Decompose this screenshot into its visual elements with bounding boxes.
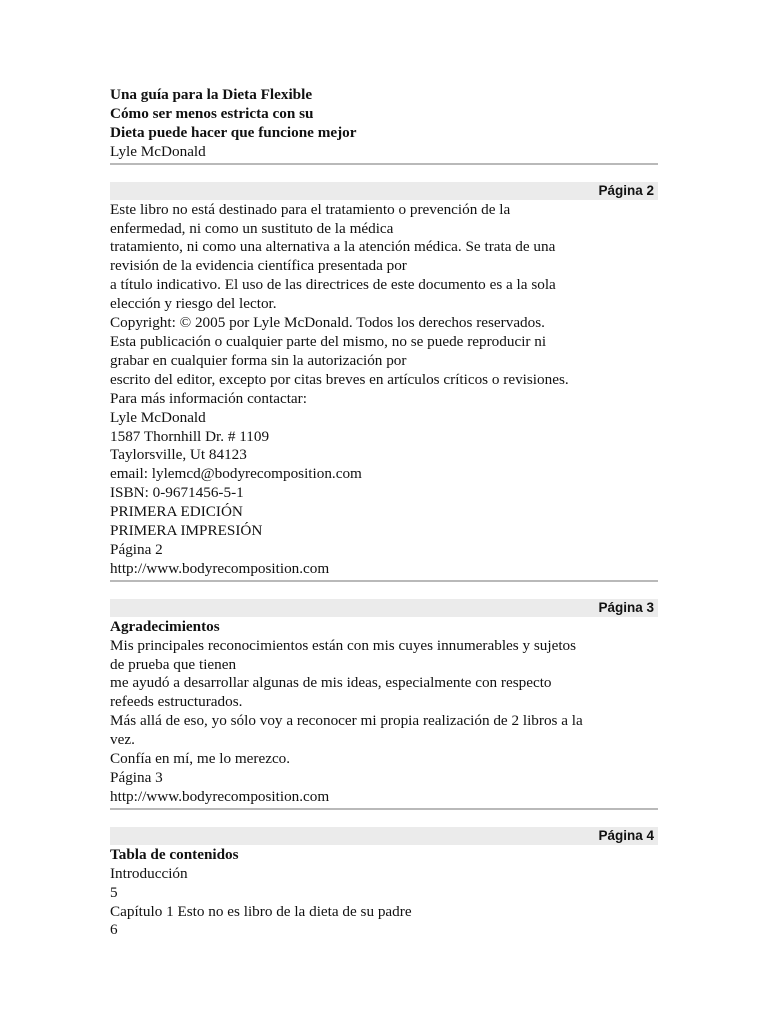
book-author: Lyle McDonald bbox=[110, 142, 206, 160]
text-line: enfermedad, ni como un sustituto de la médica bbox=[110, 219, 394, 237]
contact-city: Taylorsville, Ut 84123 bbox=[110, 446, 247, 464]
page-footer-number: Página 2 bbox=[110, 540, 163, 558]
text-line: elección y riesgo del lector. bbox=[110, 295, 277, 313]
toc-entry-page: 6 bbox=[110, 921, 118, 939]
copyright-line: Copyright: © 2005 por Lyle McDonald. Todos los derechos reservados. bbox=[110, 314, 545, 332]
text-line: Confía en mí, me lo merezco. bbox=[110, 750, 291, 768]
page-footer-url: http://www.bodyrecomposition.com bbox=[110, 559, 330, 577]
contact-email: email: lylemcd@bodyrecomposition.com bbox=[110, 465, 362, 483]
text-line: Para más información contactar: bbox=[110, 389, 307, 407]
toc-entry-title: Introducción bbox=[110, 864, 188, 882]
text-line: revisión de la evidencia científica presentada por bbox=[110, 257, 407, 275]
edition-line: PRIMERA EDICIÓN bbox=[110, 503, 243, 521]
page-footer-url: http://www.bodyrecomposition.com bbox=[110, 787, 330, 805]
page-label-bar: Página 3 bbox=[110, 599, 658, 617]
page-divider bbox=[110, 808, 658, 810]
text-line: a título indicativo. El uso de las directrices de este documento es a la sola bbox=[110, 276, 556, 294]
printing-line: PRIMERA IMPRESIÓN bbox=[110, 522, 263, 540]
text-line: Mis principales reconocimientos están con mis cuyes innumerables y sujetos bbox=[110, 636, 577, 654]
page-2-content bbox=[110, 201, 658, 579]
text-line: refeeds estructurados. bbox=[110, 693, 243, 711]
text-line: me ayudó a desarrollar algunas de mis ideas, especialmente con respecto bbox=[110, 674, 552, 692]
contact-address: 1587 Thornhill Dr. # 1109 bbox=[110, 427, 270, 445]
text-line: tratamiento, ni como una alternativa a la atención médica. Se trata de una bbox=[110, 238, 556, 256]
section-heading: Agradecimientos bbox=[110, 617, 220, 635]
text-line: Este libro no está destinado para el tratamiento o prevención de la bbox=[110, 200, 511, 218]
toc-entry-title: Capítulo 1 Esto no es libro de la dieta de su padre bbox=[110, 902, 412, 920]
document bbox=[110, 86, 658, 940]
toc-entry-page: 5 bbox=[110, 883, 118, 901]
contact-name: Lyle McDonald bbox=[110, 408, 206, 426]
title-block bbox=[110, 86, 658, 162]
section-heading: Tabla de contenidos bbox=[110, 845, 239, 863]
page-label-bar: Página 2 bbox=[110, 182, 658, 200]
page-3-content bbox=[110, 618, 658, 807]
page-footer-number: Página 3 bbox=[110, 769, 163, 786]
isbn-line: ISBN: 0-9671456-5-1 bbox=[110, 484, 244, 502]
page-divider bbox=[110, 580, 658, 582]
text-line: grabar en cualquier forma sin la autorización por bbox=[110, 351, 407, 369]
page-label-bar: Página 4 bbox=[110, 827, 658, 845]
book-title-line: Una guía para la Dieta Flexible bbox=[110, 86, 313, 103]
page-4-content bbox=[110, 846, 658, 941]
text-line: de prueba que tienen bbox=[110, 655, 237, 673]
text-line: Más allá de eso, yo sólo voy a reconocer mi propia realización de 2 libros a la bbox=[110, 712, 583, 730]
text-line: Esta publicación o cualquier parte del mismo, no se puede reproducir ni bbox=[110, 332, 547, 350]
text-line: escrito del editor, excepto por citas breves en artículos críticos o revisiones. bbox=[110, 370, 569, 388]
text-line: vez. bbox=[110, 731, 135, 749]
book-title-line: Dieta puede hacer que funcione mejor bbox=[110, 123, 357, 141]
book-title-line: Cómo ser menos estricta con su bbox=[110, 104, 314, 122]
page-divider bbox=[110, 163, 658, 165]
